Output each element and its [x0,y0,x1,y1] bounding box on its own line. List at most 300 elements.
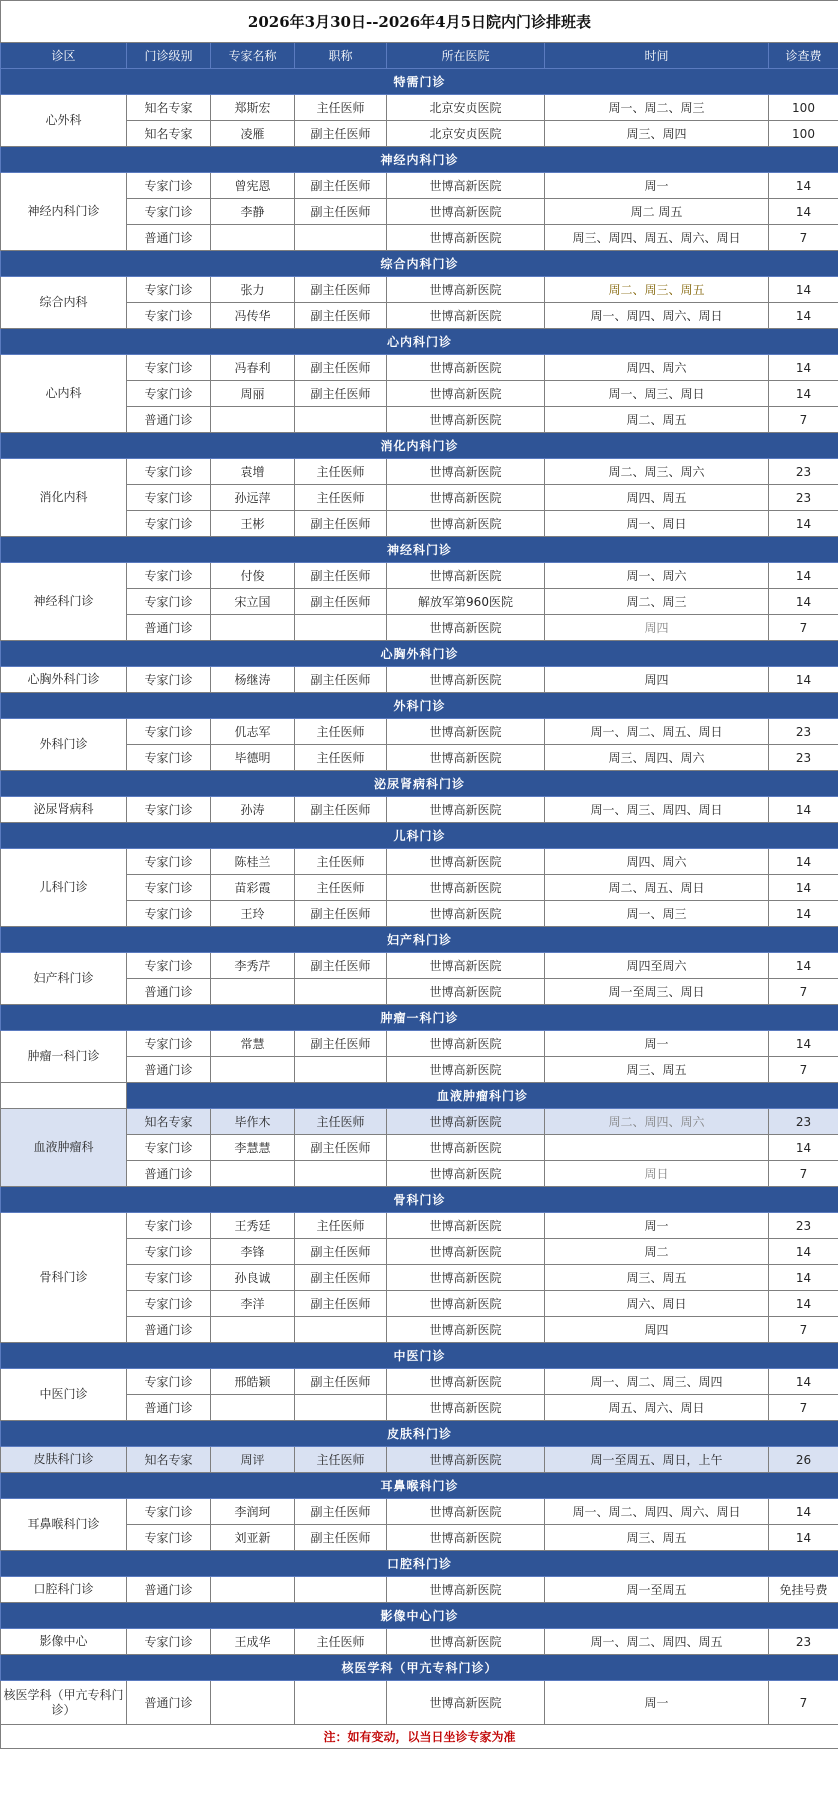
dept-cell: 中医门诊 [1,1369,127,1421]
time-cell: 周三、周五 [545,1265,769,1291]
level-cell: 普通门诊 [127,1057,211,1083]
title-cell: 副主任医师 [295,121,387,147]
hospital-cell: 世博高新医院 [387,615,545,641]
dept-cell: 综合内科 [1,277,127,329]
hospital-cell: 世博高新医院 [387,485,545,511]
section-title: 外科门诊 [1,693,838,719]
title-cell: 主任医师 [295,95,387,121]
table-row [1,511,838,537]
table-row [1,225,838,251]
doctor-cell: 李秀芹 [211,953,295,979]
table-row [1,1291,838,1317]
title-cell: 副主任医师 [295,381,387,407]
level-cell: 专家门诊 [127,745,211,771]
level-cell: 专家门诊 [127,1135,211,1161]
section-title: 肿瘤一科门诊 [1,1005,838,1031]
schedule-body [1,1,838,1749]
table-row [1,121,838,147]
title-cell: 副主任医师 [295,1525,387,1551]
doctor-cell [211,1057,295,1083]
table-row [1,615,838,641]
time-cell: 周三、周四 [545,121,769,147]
doctor-cell [211,1161,295,1187]
hospital-cell: 世博高新医院 [387,745,545,771]
fee-cell: 14 [769,277,838,303]
table-row [1,355,838,381]
table-row [1,1213,838,1239]
fee-cell: 14 [769,849,838,875]
title-cell: 主任医师 [295,485,387,511]
title-cell [295,979,387,1005]
level-cell: 专家门诊 [127,563,211,589]
time-cell: 周三、周五 [545,1525,769,1551]
time-cell: 周一、周三 [545,901,769,927]
time-cell: 周二、周五、周日 [545,875,769,901]
dept-cell: 儿科门诊 [1,849,127,927]
time-cell: 周二、周三、周六 [545,459,769,485]
level-cell: 专家门诊 [127,953,211,979]
fee-cell: 14 [769,563,838,589]
hospital-cell: 世博高新医院 [387,381,545,407]
level-cell: 知名专家 [127,1109,211,1135]
title-cell: 副主任医师 [295,953,387,979]
fee-cell: 14 [769,1369,838,1395]
fee-cell: 7 [769,1317,838,1343]
title-cell: 副主任医师 [295,173,387,199]
fee-cell: 免挂号费 [769,1577,838,1603]
hospital-cell: 世博高新医院 [387,1499,545,1525]
fee-cell: 14 [769,173,838,199]
level-cell: 普通门诊 [127,1395,211,1421]
level-cell: 专家门诊 [127,849,211,875]
fee-cell: 7 [769,979,838,1005]
section-header [1,1187,838,1213]
level-cell: 专家门诊 [127,901,211,927]
time-cell: 周二、周五 [545,407,769,433]
table-row [1,277,838,303]
title-cell [295,1057,387,1083]
section-header [1,641,838,667]
hospital-cell: 世博高新医院 [387,277,545,303]
fee-cell: 14 [769,1499,838,1525]
level-cell: 普通门诊 [127,979,211,1005]
doctor-cell: 李润珂 [211,1499,295,1525]
title-cell: 副主任医师 [295,1135,387,1161]
table-row [1,1369,838,1395]
fee-cell: 14 [769,667,838,693]
doctor-cell: 周评 [211,1447,295,1473]
doctor-cell: 毕德明 [211,745,295,771]
section-title: 口腔科门诊 [1,1551,838,1577]
doctor-cell: 王玲 [211,901,295,927]
section-header [1,1005,838,1031]
table-row [1,199,838,225]
table-row [1,173,838,199]
title-cell: 副主任医师 [295,277,387,303]
section-title: 妇产科门诊 [1,927,838,953]
time-cell: 周一至周三、周日 [545,979,769,1005]
level-cell: 普通门诊 [127,1161,211,1187]
hospital-cell: 世博高新医院 [387,173,545,199]
fee-cell: 14 [769,1291,838,1317]
section-title: 影像中心门诊 [1,1603,838,1629]
time-cell: 周一、周日 [545,511,769,537]
level-cell: 专家门诊 [127,511,211,537]
header-dept: 诊区 [1,43,127,69]
time-cell: 周四 [545,1317,769,1343]
doctor-cell: 张力 [211,277,295,303]
level-cell: 普通门诊 [127,407,211,433]
time-cell: 周一、周三、周四、周日 [545,797,769,823]
table-row [1,1161,838,1187]
fee-cell: 14 [769,953,838,979]
doctor-cell: 王彬 [211,511,295,537]
time-cell: 周二、周三 [545,589,769,615]
time-cell: 周三、周四、周五、周六、周日 [545,225,769,251]
hospital-cell: 世博高新医院 [387,199,545,225]
hospital-cell: 世博高新医院 [387,1317,545,1343]
dept-cell: 神经内科门诊 [1,173,127,251]
time-cell: 周一、周三、周日 [545,381,769,407]
hospital-cell: 世博高新医院 [387,953,545,979]
title-row [1,1,838,43]
hospital-cell: 世博高新医院 [387,1265,545,1291]
time-cell: 周一、周二、周四、周五 [545,1629,769,1655]
hospital-cell: 世博高新医院 [387,355,545,381]
table-row [1,1057,838,1083]
dept-cell: 核医学科（甲亢专科门诊） [1,1681,127,1725]
title-cell: 主任医师 [295,719,387,745]
fee-cell: 14 [769,381,838,407]
doctor-cell: 王成华 [211,1629,295,1655]
section-title: 消化内科门诊 [1,433,838,459]
time-cell: 周四、周五 [545,485,769,511]
table-row [1,1395,838,1421]
section-title: 心胸外科门诊 [1,641,838,667]
header-level: 门诊级别 [127,43,211,69]
time-cell: 周二、周三、周五 [545,277,769,303]
fee-cell: 14 [769,901,838,927]
level-cell: 专家门诊 [127,1239,211,1265]
hospital-cell: 世博高新医院 [387,1629,545,1655]
hospital-cell: 世博高新医院 [387,303,545,329]
hospital-cell: 解放军第960医院 [387,589,545,615]
fee-cell: 7 [769,1057,838,1083]
time-cell: 周五、周六、周日 [545,1395,769,1421]
hospital-cell: 世博高新医院 [387,797,545,823]
hospital-cell: 世博高新医院 [387,407,545,433]
section-title: 特需门诊 [1,69,838,95]
title-cell: 主任医师 [295,459,387,485]
dept-cell: 口腔科门诊 [1,1577,127,1603]
dept-cell: 皮肤科门诊 [1,1447,127,1473]
doctor-cell [211,1395,295,1421]
hospital-cell: 世博高新医院 [387,511,545,537]
title-cell: 主任医师 [295,875,387,901]
title-cell: 副主任医师 [295,1499,387,1525]
hospital-cell: 世博高新医院 [387,1031,545,1057]
level-cell: 专家门诊 [127,459,211,485]
doctor-cell: 李锋 [211,1239,295,1265]
hospital-cell: 世博高新医院 [387,1369,545,1395]
fee-cell: 14 [769,797,838,823]
section-header [1,1421,838,1447]
title-cell: 主任医师 [295,849,387,875]
hospital-cell: 北京安贞医院 [387,121,545,147]
level-cell: 知名专家 [127,1447,211,1473]
time-cell: 周二、周四、周六 [545,1109,769,1135]
title-cell: 副主任医师 [295,303,387,329]
header-doctor: 专家名称 [211,43,295,69]
section-title: 神经内科门诊 [1,147,838,173]
doctor-cell: 冯春利 [211,355,295,381]
level-cell: 专家门诊 [127,1525,211,1551]
section-title: 儿科门诊 [1,823,838,849]
table-row [1,407,838,433]
time-cell: 周一 [545,173,769,199]
fee-cell: 14 [769,511,838,537]
title-cell [295,615,387,641]
title-cell: 主任医师 [295,1447,387,1473]
level-cell: 普通门诊 [127,1681,211,1725]
level-cell: 专家门诊 [127,1499,211,1525]
hospital-cell: 世博高新医院 [387,979,545,1005]
time-cell: 周四 [545,667,769,693]
hospital-cell: 世博高新医院 [387,1577,545,1603]
title-cell: 副主任医师 [295,797,387,823]
fee-cell: 14 [769,1265,838,1291]
doctor-cell: 曾宪恩 [211,173,295,199]
time-cell: 周四、周六 [545,355,769,381]
hospital-cell: 世博高新医院 [387,459,545,485]
time-cell: 周四、周六 [545,849,769,875]
title-cell: 主任医师 [295,1109,387,1135]
time-cell: 周二 [545,1239,769,1265]
fee-cell: 7 [769,615,838,641]
fee-cell: 7 [769,407,838,433]
level-cell: 专家门诊 [127,1265,211,1291]
level-cell: 专家门诊 [127,381,211,407]
dept-cell: 外科门诊 [1,719,127,771]
table-row [1,1317,838,1343]
section-header [1,1473,838,1499]
doctor-cell [211,1577,295,1603]
hospital-cell: 世博高新医院 [387,1681,545,1725]
table-row [1,1239,838,1265]
header-hospital: 所在医院 [387,43,545,69]
fee-cell: 7 [769,1161,838,1187]
level-cell: 普通门诊 [127,615,211,641]
header-title: 职称 [295,43,387,69]
section-header [1,329,838,355]
table-row [1,849,838,875]
title-cell: 副主任医师 [295,1239,387,1265]
level-cell: 专家门诊 [127,589,211,615]
doctor-cell [211,979,295,1005]
fee-cell: 23 [769,719,838,745]
hospital-cell: 世博高新医院 [387,1447,545,1473]
level-cell: 专家门诊 [127,1369,211,1395]
hospital-cell: 世博高新医院 [387,1525,545,1551]
doctor-cell: 杨继涛 [211,667,295,693]
doctor-cell: 孙涛 [211,797,295,823]
time-cell: 周一、周二、周四、周六、周日 [545,1499,769,1525]
level-cell: 专家门诊 [127,1629,211,1655]
table-row [1,303,838,329]
section-title: 中医门诊 [1,1343,838,1369]
fee-cell: 23 [769,1629,838,1655]
section-header [1,147,838,173]
hospital-cell: 世博高新医院 [387,1135,545,1161]
table-row [1,1577,838,1603]
title-cell: 副主任医师 [295,1369,387,1395]
level-cell: 专家门诊 [127,277,211,303]
title-cell: 副主任医师 [295,511,387,537]
fee-cell: 100 [769,95,838,121]
doctor-cell [211,1681,295,1725]
section-header [1,823,838,849]
fee-cell: 14 [769,355,838,381]
header-time: 时间 [545,43,769,69]
section-title: 综合内科门诊 [1,251,838,277]
section-title: 皮肤科门诊 [1,1421,838,1447]
fee-cell: 14 [769,1239,838,1265]
table-row [1,1525,838,1551]
table-row [1,719,838,745]
hospital-cell: 世博高新医院 [387,1291,545,1317]
time-cell [545,1135,769,1161]
dept-cell: 心外科 [1,95,127,147]
title-cell: 副主任医师 [295,667,387,693]
hospital-cell: 世博高新医院 [387,1109,545,1135]
title-cell: 主任医师 [295,1213,387,1239]
hospital-cell: 世博高新医院 [387,875,545,901]
section-header [1,1083,838,1109]
doctor-cell: 李慧慧 [211,1135,295,1161]
time-cell: 周日 [545,1161,769,1187]
table-row [1,745,838,771]
table-row [1,953,838,979]
table-row [1,1031,838,1057]
doctor-cell [211,225,295,251]
fee-cell: 14 [769,1525,838,1551]
title-cell [295,1395,387,1421]
level-cell: 专家门诊 [127,719,211,745]
dept-cell: 骨科门诊 [1,1213,127,1343]
section-title: 神经科门诊 [1,537,838,563]
hospital-cell: 世博高新医院 [387,1239,545,1265]
level-cell: 专家门诊 [127,875,211,901]
fee-cell: 7 [769,1681,838,1725]
level-cell: 专家门诊 [127,797,211,823]
hospital-cell: 北京安贞医院 [387,95,545,121]
level-cell: 专家门诊 [127,303,211,329]
fee-cell: 26 [769,1447,838,1473]
section-title: 耳鼻喉科门诊 [1,1473,838,1499]
doctor-cell: 周丽 [211,381,295,407]
title-cell: 副主任医师 [295,355,387,381]
dept-cell: 心胸外科门诊 [1,667,127,693]
section-header [1,927,838,953]
doctor-cell: 郑斯宏 [211,95,295,121]
doctor-cell: 仉志军 [211,719,295,745]
fee-cell: 14 [769,1031,838,1057]
table-row [1,1499,838,1525]
fee-cell: 14 [769,875,838,901]
dept-cell: 血液肿瘤科 [1,1109,127,1187]
table-row [1,459,838,485]
title-cell [295,407,387,433]
level-cell: 知名专家 [127,95,211,121]
fee-cell: 23 [769,1109,838,1135]
doctor-cell: 王秀廷 [211,1213,295,1239]
time-cell: 周四至周六 [545,953,769,979]
doctor-cell: 孙良诚 [211,1265,295,1291]
level-cell: 普通门诊 [127,225,211,251]
hospital-cell: 世博高新医院 [387,563,545,589]
fee-cell: 7 [769,225,838,251]
doctor-cell: 常慧 [211,1031,295,1057]
title-cell [295,1161,387,1187]
table-row [1,875,838,901]
level-cell: 专家门诊 [127,1031,211,1057]
table-row [1,667,838,693]
hospital-cell: 世博高新医院 [387,225,545,251]
level-cell: 专家门诊 [127,1213,211,1239]
dept-cell: 神经科门诊 [1,563,127,641]
table-row [1,1135,838,1161]
dept-cell: 肿瘤一科门诊 [1,1031,127,1083]
note-row [1,1725,838,1749]
section-header [1,1603,838,1629]
fee-cell: 23 [769,485,838,511]
section-header [1,771,838,797]
section-title: 血液肿瘤科门诊 [127,1083,838,1109]
table-row [1,979,838,1005]
section-blank-cell [1,1083,127,1109]
dept-cell: 妇产科门诊 [1,953,127,1005]
hospital-cell: 世博高新医院 [387,1057,545,1083]
level-cell: 专家门诊 [127,667,211,693]
hospital-cell: 世博高新医院 [387,667,545,693]
hospital-cell: 世博高新医院 [387,849,545,875]
level-cell: 普通门诊 [127,1317,211,1343]
table-row [1,797,838,823]
level-cell: 专家门诊 [127,355,211,381]
table-row [1,1447,838,1473]
title-cell: 副主任医师 [295,1265,387,1291]
fee-cell: 14 [769,589,838,615]
hospital-cell: 世博高新医院 [387,901,545,927]
level-cell: 专家门诊 [127,485,211,511]
dept-cell: 耳鼻喉科门诊 [1,1499,127,1551]
title-cell: 主任医师 [295,1629,387,1655]
doctor-cell: 宋立国 [211,589,295,615]
time-cell: 周一 [545,1681,769,1725]
level-cell: 普通门诊 [127,1577,211,1603]
time-cell: 周一至周五 [545,1577,769,1603]
time-cell: 周三、周五 [545,1057,769,1083]
time-cell: 周一、周二、周三 [545,95,769,121]
level-cell: 知名专家 [127,121,211,147]
hospital-cell: 世博高新医院 [387,1161,545,1187]
fee-cell: 14 [769,303,838,329]
title-cell [295,225,387,251]
title-cell: 副主任医师 [295,1031,387,1057]
time-cell: 周一、周四、周六、周日 [545,303,769,329]
section-header [1,1343,838,1369]
dept-cell: 心内科 [1,355,127,433]
